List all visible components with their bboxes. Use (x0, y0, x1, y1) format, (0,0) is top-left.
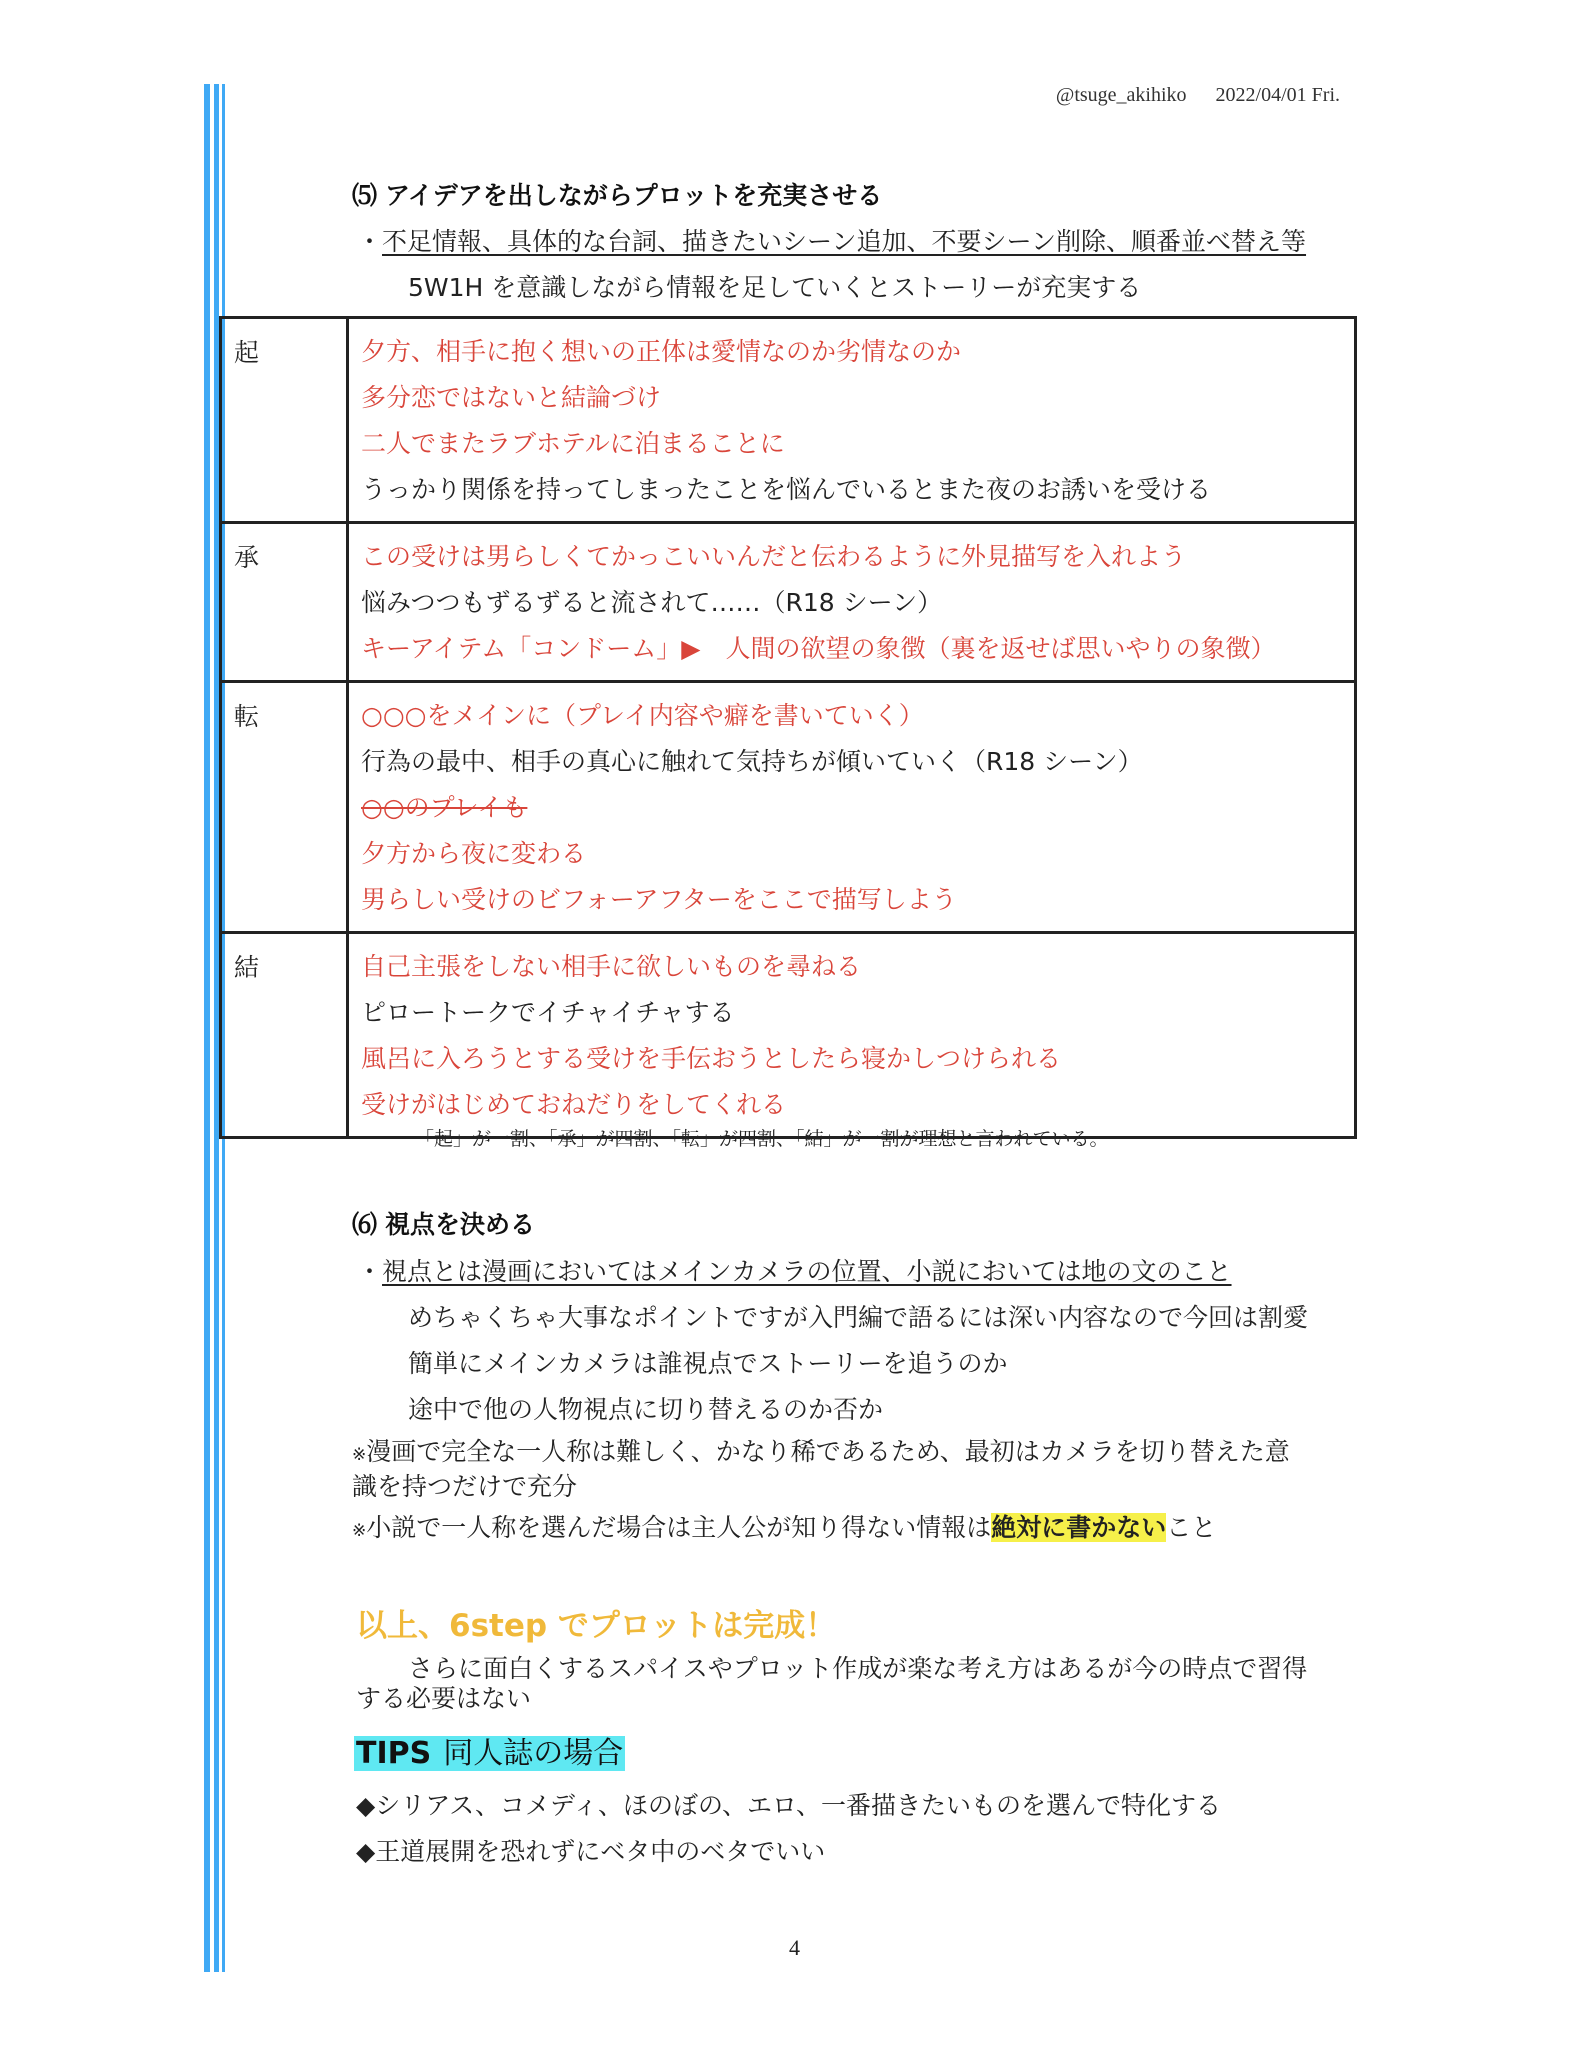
highlighted-phrase: 絶対に書かない (991, 1513, 1167, 1542)
plot-line: 自己主張をしない相手に欲しいものを尋ねる (361, 952, 862, 981)
tips-item: ◆シリアス、コメディ、ほのぼの、エロ、一番描きたいものを選んで特化する (356, 1791, 1221, 1820)
section5-subtext: 5W1H を意識しながら情報を足していくとストーリーが充実する (408, 273, 1142, 302)
note-novel-tail: こと (1166, 1513, 1217, 1542)
plot-row (221, 523, 1356, 682)
section5-bullet-text: 不足情報、具体的な台詞、描きたいシーン追加、不要シーン削除、順番並べ替え等 (382, 227, 1307, 256)
plot-row (221, 318, 1356, 523)
plot-table (219, 316, 1357, 1139)
plot-line: 夕方、相手に抱く想いの正体は愛情なのか劣情なのか (361, 337, 962, 366)
plot-line: ○○○をメインに（プレイ内容や癖を書いていく） (361, 701, 924, 730)
plot-stage-label: 起 (221, 318, 348, 523)
margin-bar (204, 84, 210, 1972)
section5-title-text: アイデアを出しながらプロットを充実させる (385, 181, 883, 210)
section6-title-text: 視点を決める (385, 1210, 536, 1239)
section6-line: めちゃくちゃ大事なポイントですが入門編で語るには深い内容なので今回は割愛 (408, 1303, 1309, 1332)
plot-line: ○○のプレイも (361, 793, 528, 822)
conclusion-heading: 以上、6step でプロットは完成！ (356, 1608, 837, 1644)
bullet-prefix: ・ (357, 227, 383, 256)
note-manga (352, 1436, 1290, 1503)
plot-line: 受けがはじめておねだりをしてくれる (361, 1090, 787, 1119)
plot-stage-label: 転 (221, 682, 348, 933)
section5-title (352, 176, 882, 212)
plot-stage-content (348, 318, 1356, 523)
plot-stage-label: 結 (221, 933, 348, 1138)
plot-stage-label: 承 (221, 523, 348, 682)
plot-stage-content (348, 523, 1356, 682)
note-mark: ※ (352, 1445, 367, 1465)
plot-line: 夕方から夜に変わる (361, 839, 587, 868)
tips-heading (354, 1728, 625, 1772)
plot-row (221, 682, 1356, 933)
plot-line: 二人でまたラブホテルに泊まることに (361, 429, 785, 458)
note-novel (352, 1512, 1216, 1547)
section6-bullet (357, 1252, 1232, 1288)
plot-line: 風呂に入ろうとする受けを手伝おうとしたら寝かしつけられる (361, 1044, 1062, 1073)
conclusion-line1: さらに面白くするスパイスやプロット作成が楽な考え方はあるが今の時点で習得 (408, 1654, 1308, 1683)
ratio-caption: 「起」が一割、「承」が四割、「転」が四割、「結」が一割が理想と言われている。 (415, 1128, 1109, 1150)
tips-badge (354, 1736, 625, 1771)
page-header (1056, 84, 1340, 107)
note-mark: ※ (352, 1521, 367, 1541)
section5-bullet (357, 222, 1306, 258)
header-date: 2022/04/01 Fri. (1215, 84, 1340, 106)
conclusion-line2: する必要はない (356, 1684, 532, 1713)
note-manga-line1: 漫画で完全な一人称は難しく、かなり稀であるため、最初はカメラを切り替えた意 (366, 1437, 1290, 1466)
plot-line: 悩みつつもずるずると流されて……（R18 シーン） (361, 588, 943, 617)
section6-title (352, 1205, 535, 1241)
section6-line: 途中で他の人物視点に切り替えるのか否か (408, 1395, 884, 1424)
note-manga-line2: 識を持つだけで充分 (352, 1472, 578, 1501)
plot-stage-content (348, 933, 1356, 1138)
tips-tag: TIPS (356, 1736, 432, 1771)
plot-line: うっかり関係を持ってしまったことを悩んでいるとまた夜のお誘いを受ける (361, 475, 1212, 504)
header-author: @tsuge_akihiko (1055, 84, 1187, 106)
plot-line: キーアイテム「コンドーム」▶ 人間の欲望の象徴（裏を返せば思いやりの象徴） (361, 634, 1276, 663)
tips-item: ◆王道展開を恐れずにベタ中のベタでいい (356, 1837, 826, 1866)
tips-title: 同人誌の場合 (443, 1736, 624, 1771)
plot-line: 多分恋ではないと結論づけ (361, 383, 662, 412)
plot-line: 行為の最中、相手の真心に触れて気持ちが傾いていく（R18 シーン） (361, 747, 1143, 776)
bullet-prefix: ・ (357, 1257, 383, 1286)
section6-line: 簡単にメインカメラは誰視点でストーリーを追うのか (408, 1349, 1008, 1378)
conclusion-text (356, 1654, 1307, 1714)
section6-number: ⑹ (352, 1210, 378, 1239)
plot-row (221, 933, 1356, 1138)
plot-line: この受けは男らしくてかっこいいんだと伝わるように外見描写を入れよう (361, 542, 1187, 571)
plot-line: 男らしい受けのビフォーアフターをここで描写しよう (361, 885, 957, 914)
plot-line: ピロートークでイチャイチャする (361, 998, 735, 1027)
section5-number: ⑸ (352, 181, 378, 210)
plot-stage-content (348, 682, 1356, 933)
note-novel-text: 小説で一人称を選んだ場合は主人公が知り得ない情報は (366, 1513, 992, 1542)
page-number: 4 (789, 1935, 800, 1960)
section6-bullet-text: 視点とは漫画においてはメインカメラの位置、小説においては地の文のこと (382, 1257, 1232, 1286)
